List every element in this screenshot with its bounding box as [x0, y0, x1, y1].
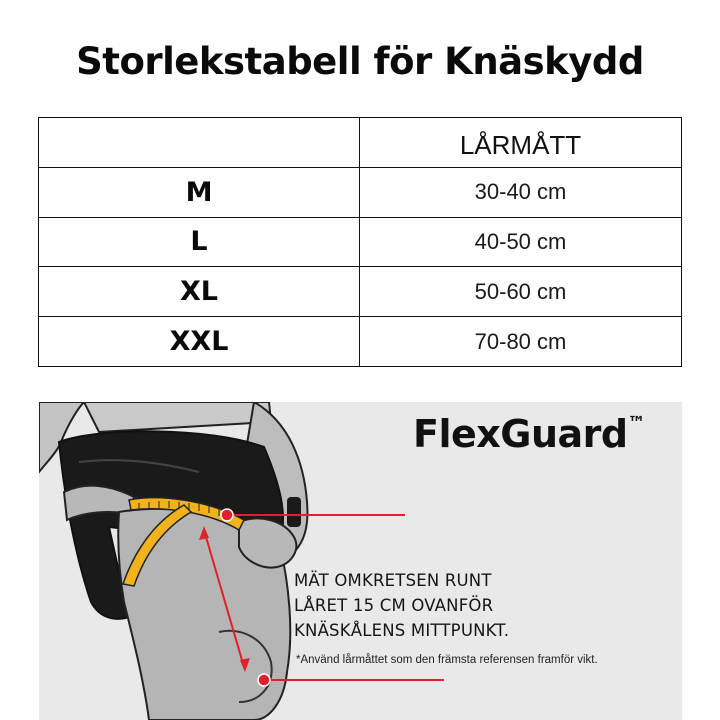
size-label: L — [39, 217, 360, 267]
size-range: 30-40 cm — [360, 167, 682, 217]
size-label: XXL — [39, 317, 360, 367]
table-row — [39, 267, 682, 317]
trademark-symbol: ™ — [627, 413, 646, 435]
header-size — [39, 118, 360, 168]
header-thigh-measure: LÅRMÅTT — [360, 118, 682, 168]
size-table — [38, 117, 682, 367]
table-row — [39, 217, 682, 267]
footnote: *Använd lårmåttet som den främsta referensen framför vikt. — [296, 654, 598, 666]
instruction-line: LÅRET 15 CM OVANFÖR — [294, 596, 494, 615]
measurement-instruction — [294, 568, 574, 643]
instruction-line: KNÄSKÅLENS MITTPUNKT. — [294, 621, 510, 640]
instruction-line: MÄT OMKRETSEN RUNT — [294, 571, 492, 590]
size-range: 70-80 cm — [360, 317, 682, 367]
table-row — [39, 167, 682, 217]
brand-logo — [413, 412, 645, 456]
size-label: XL — [39, 267, 360, 317]
size-label: M — [39, 167, 360, 217]
size-range: 50-60 cm — [360, 267, 682, 317]
table-row — [39, 317, 682, 367]
measurement-illustration-panel — [39, 402, 682, 720]
page-title: Storlekstabell för Knäskydd — [76, 40, 644, 83]
brand-name: FlexGuard — [413, 412, 628, 456]
table-header-row — [39, 118, 682, 168]
size-range: 40-50 cm — [360, 217, 682, 267]
